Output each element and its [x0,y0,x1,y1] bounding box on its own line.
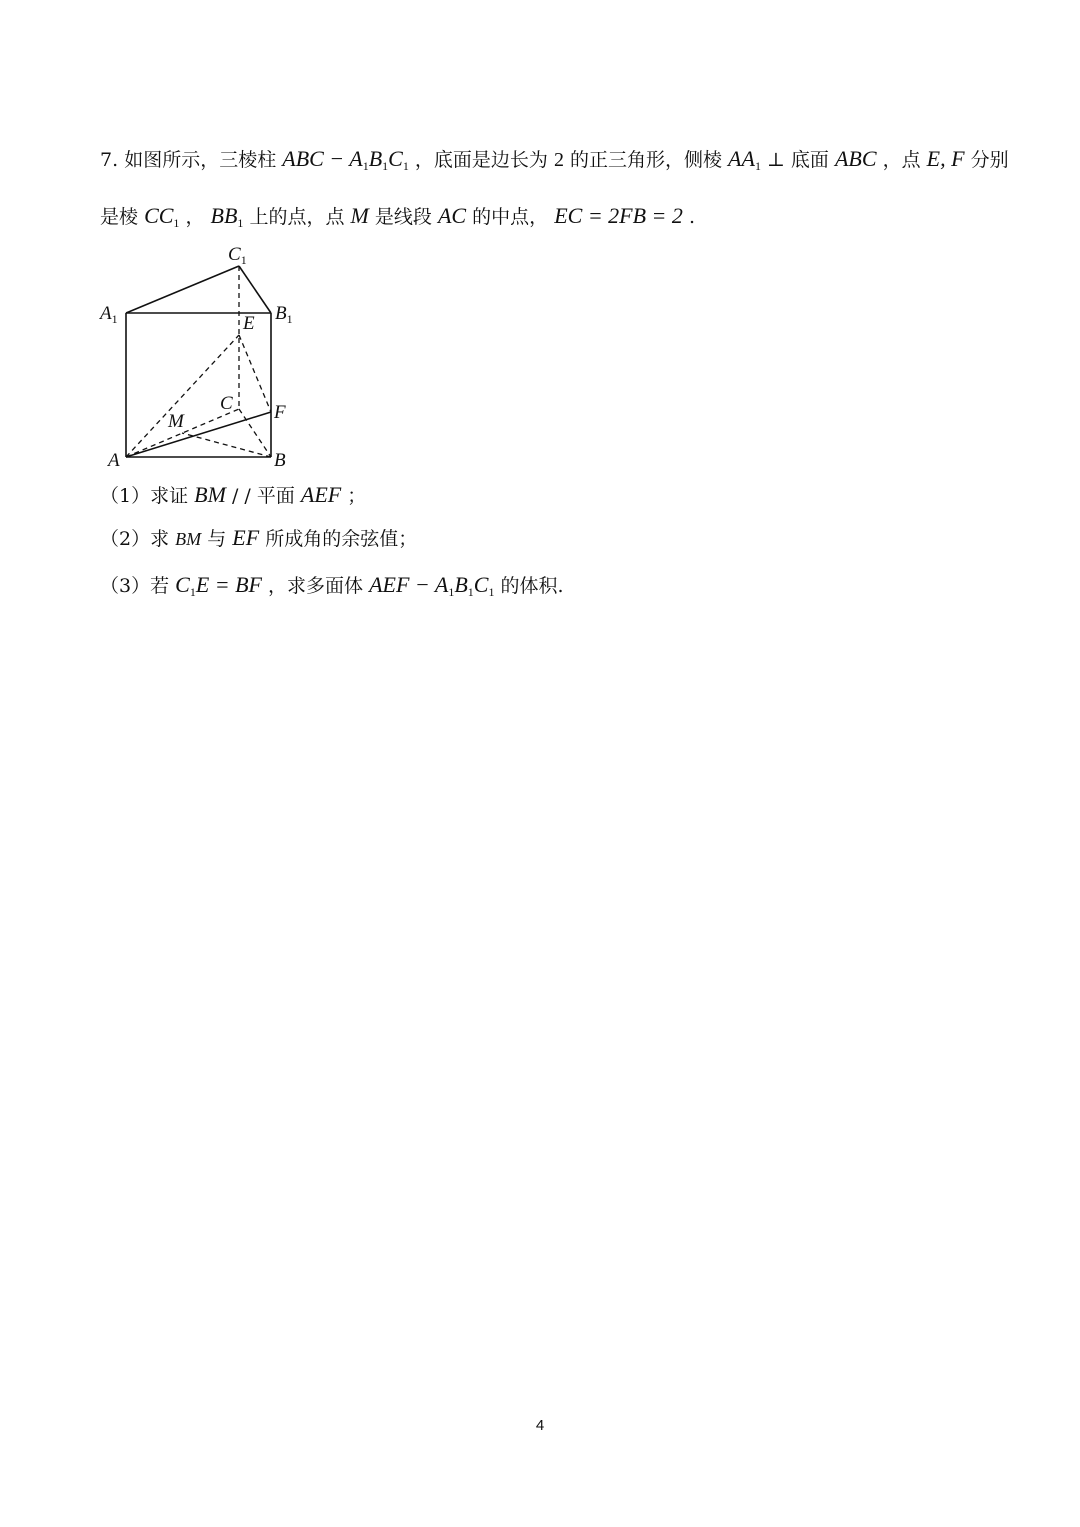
math-bm: BM [175,529,202,549]
segment-a-f [126,412,271,457]
math-cc1: $CC_1$ [144,203,180,230]
math-ef: E, F [926,146,965,171]
text: 是棱 [100,206,139,228]
edge-c1-b1 [239,266,271,313]
label-c: C [220,393,233,414]
math-abc: ABC [834,146,877,171]
text: 的正三角形，侧棱 [569,149,722,171]
question-3 [100,571,564,600]
label-m: M [168,411,184,432]
label-c1: $C_1$ [228,244,247,267]
problem-line-2 [100,202,695,231]
text: ，点 [882,149,921,171]
q1-prefix: （1）求证 [100,485,189,507]
math-bm: BM [194,482,226,507]
label-b: B [274,450,286,471]
math-prism: ABC − $A_1B_1C_1$ [282,146,409,173]
text: 的体积. [500,575,564,597]
segment-b-m [182,433,271,457]
math-condition: $C_1E$ = BF [175,572,262,599]
text: ，求多面体 [268,575,364,597]
math-number: 2 [553,149,564,171]
text: 是线段 [374,206,432,228]
segment-e-f [239,335,271,412]
text: ⊥ 底面 [766,149,829,171]
math-ac: AC [437,203,467,228]
question-1 [100,481,366,508]
edge-a1-c1 [126,266,239,313]
math-polyhedron: AEF − $A_1B_1C_1$ [369,572,495,599]
math-bb1: $BB_1$ [210,203,244,230]
question-2 [100,524,417,551]
math-ef: EF [232,525,260,550]
label-e: E [243,313,255,334]
text: ，底面是边长为 [414,149,548,171]
problem-line-1 [100,145,1009,174]
text: . [688,206,695,228]
q2-prefix: （2）求 [100,528,170,550]
prism-figure [96,238,306,476]
q3-prefix: （3）若 [100,575,170,597]
text: 的中点， [472,206,549,228]
page-number: 4 [535,1417,545,1434]
problem-number: 7. [100,149,119,171]
label-f: F [274,402,286,423]
text: 上的点，点 [249,206,345,228]
text: ； [347,485,367,507]
math-m: M [350,203,369,228]
text: 所成角的余弦值； [265,528,418,550]
math-equation: EC = 2FB = 2 [554,203,683,228]
text: 分别 [970,149,1009,171]
label-a1: $A_1$ [100,303,118,326]
text: / / 平面 [231,485,295,507]
text: 与 [207,528,227,550]
label-a: A [108,450,120,471]
text: 如图所示，三棱柱 [124,149,277,171]
text: ， [185,206,205,228]
math-edge-aa1: $AA_1$ [728,146,761,173]
math-aef: AEF [300,482,342,507]
label-b1: $B_1$ [275,303,293,326]
